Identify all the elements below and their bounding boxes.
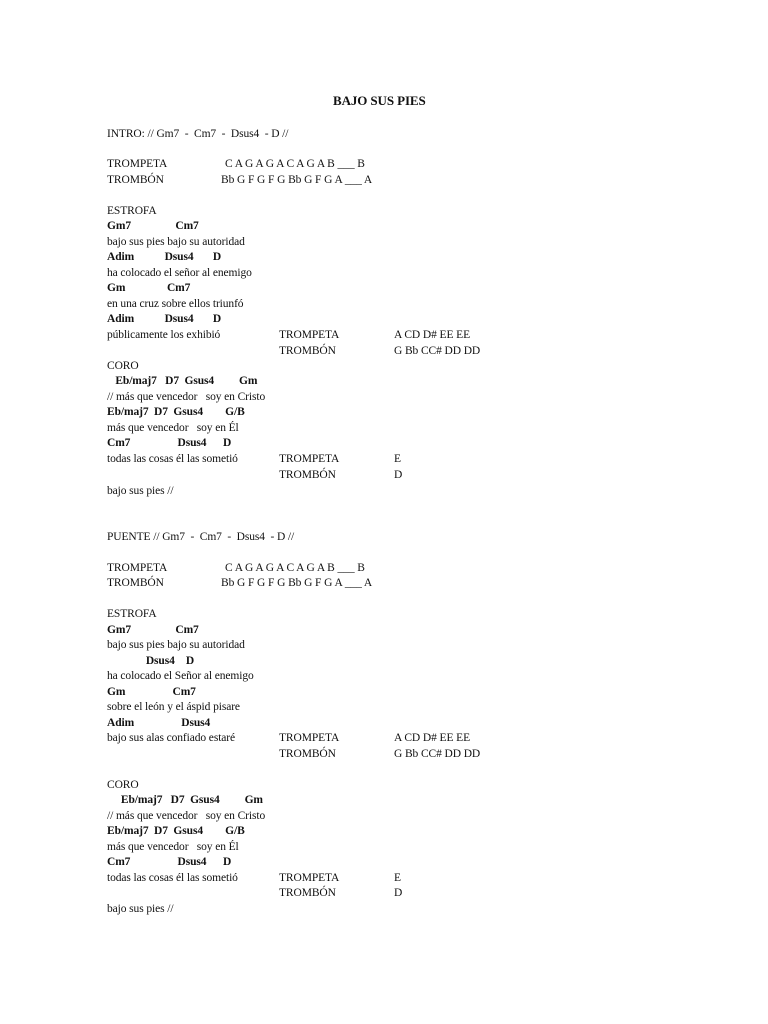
coro-1-trombon-notes: D <box>394 469 403 481</box>
coro-1-lyric-4: bajo sus pies // <box>107 485 174 497</box>
intro-line: INTRO: // Gm7 - Cm7 - Dsus4 - D // <box>107 128 289 140</box>
puente-line: PUENTE // Gm7 - Cm7 - Dsus4 - D // <box>107 531 295 543</box>
coro-2-chords-3: Cm7 Dsus4 D <box>107 856 232 868</box>
estrofa-2-lyric-4: bajo sus alas confiado estaré <box>107 732 236 744</box>
coro-1-chords-2: Eb/maj7 D7 Gsus4 G/B <box>107 406 245 418</box>
coro-1-trompeta-notes: E <box>394 453 401 465</box>
estrofa-2-lyric-2: ha colocado el Señor al enemigo <box>107 670 254 682</box>
estrofa-1-chords-1: Gm7 Cm7 <box>107 220 199 232</box>
estrofa-2-chords-4: Adim Dsus4 <box>107 717 211 729</box>
estrofa-2-chords-3: Gm Cm7 <box>107 686 196 698</box>
puente-trombon-notes: Bb G F G F G Bb G F G A ___ A <box>221 577 373 589</box>
coro-1-lyric-2: más que vencedor soy en Él <box>107 422 239 434</box>
intro-trombon-label: TROMBÓN <box>107 174 164 186</box>
estrofa-1-label: ESTROFA <box>107 205 157 217</box>
coro-2-chords-2: Eb/maj7 D7 Gsus4 G/B <box>107 825 245 837</box>
intro-trompeta-notes: C A G A G A C A G A B ___ B <box>225 158 365 170</box>
estrofa-1-trompeta-notes: A CD D# EE EE <box>394 329 470 341</box>
estrofa-1-trombon-notes: G Bb CC# DD DD <box>394 345 481 357</box>
coro-2-trompeta-label: TROMPETA <box>279 872 340 884</box>
estrofa-2-chords-2: Dsus4 D <box>107 655 195 667</box>
estrofa-2-trombon-label: TROMBÓN <box>279 748 336 760</box>
coro-1-trombon-label: TROMBÓN <box>279 469 336 481</box>
estrofa-2-trombon-notes: G Bb CC# DD DD <box>394 748 481 760</box>
estrofa-1-trombon-label: TROMBÓN <box>279 345 336 357</box>
puente-trombon-label: TROMBÓN <box>107 577 164 589</box>
coro-2-lyric-2: más que vencedor soy en Él <box>107 841 239 853</box>
coro-2-lyric-3: todas las cosas él las sometió <box>107 872 238 884</box>
coro-1-trompeta-label: TROMPETA <box>279 453 340 465</box>
estrofa-1-lyric-1: bajo sus pies bajo su autoridad <box>107 236 245 248</box>
estrofa-1-chords-3: Gm Cm7 <box>107 282 191 294</box>
intro-trombon-notes: Bb G F G F G Bb G F G A ___ A <box>221 174 373 186</box>
estrofa-1-chords-2: Adim Dsus4 D <box>107 251 222 263</box>
song-title: BAJO SUS PIES <box>333 93 426 108</box>
puente-trompeta-notes: C A G A G A C A G A B ___ B <box>225 562 365 574</box>
estrofa-2-trompeta-notes: A CD D# EE EE <box>394 732 470 744</box>
coro-2-trombon-notes: D <box>394 887 403 899</box>
coro-1-lyric-1: // más que vencedor soy en Cristo <box>107 391 266 403</box>
coro-2-label: CORO <box>107 779 139 791</box>
estrofa-2-trompeta-label: TROMPETA <box>279 732 340 744</box>
coro-2-trombon-label: TROMBÓN <box>279 887 336 899</box>
estrofa-1-trompeta-label: TROMPETA <box>279 329 340 341</box>
intro-trompeta-label: TROMPETA <box>107 158 168 170</box>
coro-2-trompeta-notes: E <box>394 872 401 884</box>
puente-trompeta-label: TROMPETA <box>107 562 168 574</box>
coro-1-label: CORO <box>107 360 139 372</box>
coro-2-chords-1: Eb/maj7 D7 Gsus4 Gm <box>107 794 263 806</box>
estrofa-1-lyric-4: públicamente los exhibió <box>107 329 221 341</box>
estrofa-2-lyric-3: sobre el león y el áspid pisare <box>107 701 240 713</box>
estrofa-1-lyric-3: en una cruz sobre ellos triunfó <box>107 298 244 310</box>
estrofa-1-lyric-2: ha colocado el señor al enemigo <box>107 267 252 279</box>
coro-2-lyric-1: // más que vencedor soy en Cristo <box>107 810 266 822</box>
coro-2-lyric-4: bajo sus pies // <box>107 903 174 915</box>
coro-1-chords-3: Cm7 Dsus4 D <box>107 437 232 449</box>
estrofa-1-chords-4: Adim Dsus4 D <box>107 313 222 325</box>
estrofa-2-label: ESTROFA <box>107 608 157 620</box>
coro-1-chords-1: Eb/maj7 D7 Gsus4 Gm <box>107 375 258 387</box>
coro-1-lyric-3: todas las cosas él las sometió <box>107 453 238 465</box>
estrofa-2-lyric-1: bajo sus pies bajo su autoridad <box>107 639 245 651</box>
estrofa-2-chords-1: Gm7 Cm7 <box>107 624 199 636</box>
